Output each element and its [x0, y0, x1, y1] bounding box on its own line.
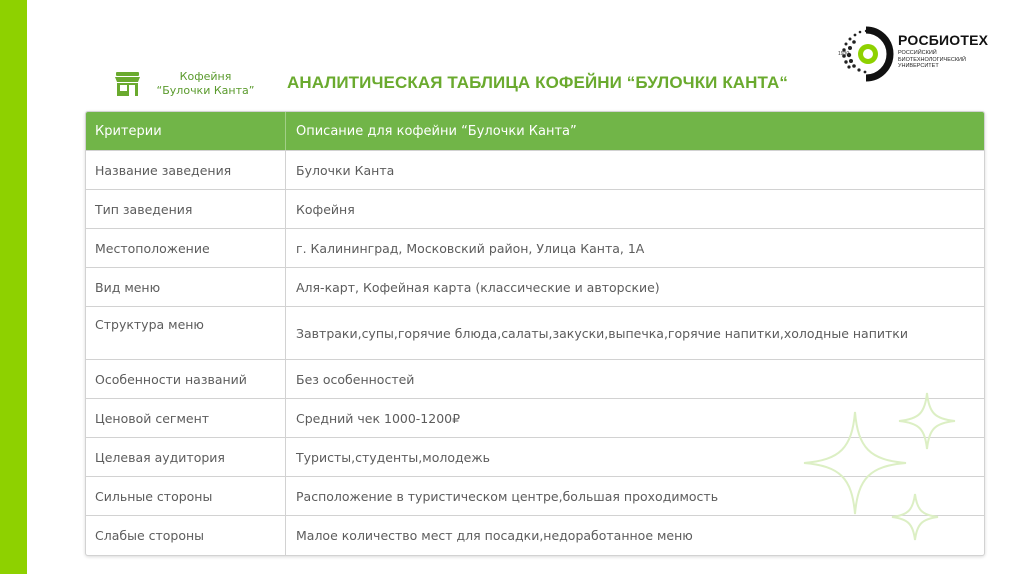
column-header-criteria: Критерии	[86, 112, 286, 150]
description-cell: Расположение в туристическом центре,большая проходимость	[296, 488, 719, 504]
table-header	[86, 112, 984, 150]
logo-name: РОСБИОТЕХ	[898, 32, 989, 48]
description-cell: Булочки Канта	[296, 162, 395, 178]
criterion-cell: Местоположение	[86, 229, 286, 267]
column-header-description: Описание для кофейни “Булочки Канта”	[296, 123, 577, 139]
description-cell: Аля-карт, Кофейная карта (классические и авторские)	[296, 279, 660, 295]
criterion-cell: Ценовой сегмент	[86, 399, 286, 437]
description-cell: Туристы,студенты,молодежь	[296, 449, 490, 465]
accent-side-bar	[0, 0, 27, 574]
logo-subtitle: РОССИЙСКИЙ БИОТЕХНОЛОГИЧЕСКИЙ УНИВЕРСИТЕТ	[898, 50, 966, 69]
university-logo	[838, 26, 1018, 82]
criterion-cell: Структура меню	[86, 307, 286, 359]
criterion-cell: Слабые стороны	[86, 516, 286, 555]
description-cell: Кофейня	[296, 201, 355, 217]
criterion-cell: Тип заведения	[86, 190, 286, 228]
description-cell: Средний чек 1000-1200₽	[296, 410, 461, 426]
criterion-cell: Целевая аудитория	[86, 438, 286, 476]
criterion-cell: Сильные стороны	[86, 477, 286, 515]
table-row	[86, 189, 984, 228]
description-cell: Малое количество мест для посадки,недоработанное меню	[296, 528, 693, 543]
sparkle-icon	[896, 390, 958, 452]
cafe-name: Кофейня “Булочки Канта”	[156, 70, 255, 97]
page-title: АНАЛИТИЧЕСКАЯ ТАБЛИЦА КОФЕЙНИ “БУЛОЧКИ КАНТА“	[287, 73, 788, 92]
description-cell: Завтраки,супы,горячие блюда,салаты,закуски,выпечка,горячие напитки,холодные напитки	[296, 325, 908, 341]
logo-year: 1930	[838, 51, 850, 57]
table-row	[86, 515, 984, 555]
cafe-storefront-icon	[114, 71, 141, 98]
description-cell: г. Калининград, Московский район, Улица Канта, 1А	[296, 240, 645, 256]
description-cell: Без особенностей	[296, 371, 415, 387]
table-row	[86, 306, 984, 359]
criterion-cell: Особенности названий	[86, 360, 286, 398]
table-row	[86, 267, 984, 306]
table-row	[86, 359, 984, 398]
table-row	[86, 228, 984, 267]
table-row	[86, 150, 984, 189]
criterion-cell: Вид меню	[86, 268, 286, 306]
criterion-cell: Название заведения	[86, 151, 286, 189]
sparkle-icon	[890, 492, 940, 542]
